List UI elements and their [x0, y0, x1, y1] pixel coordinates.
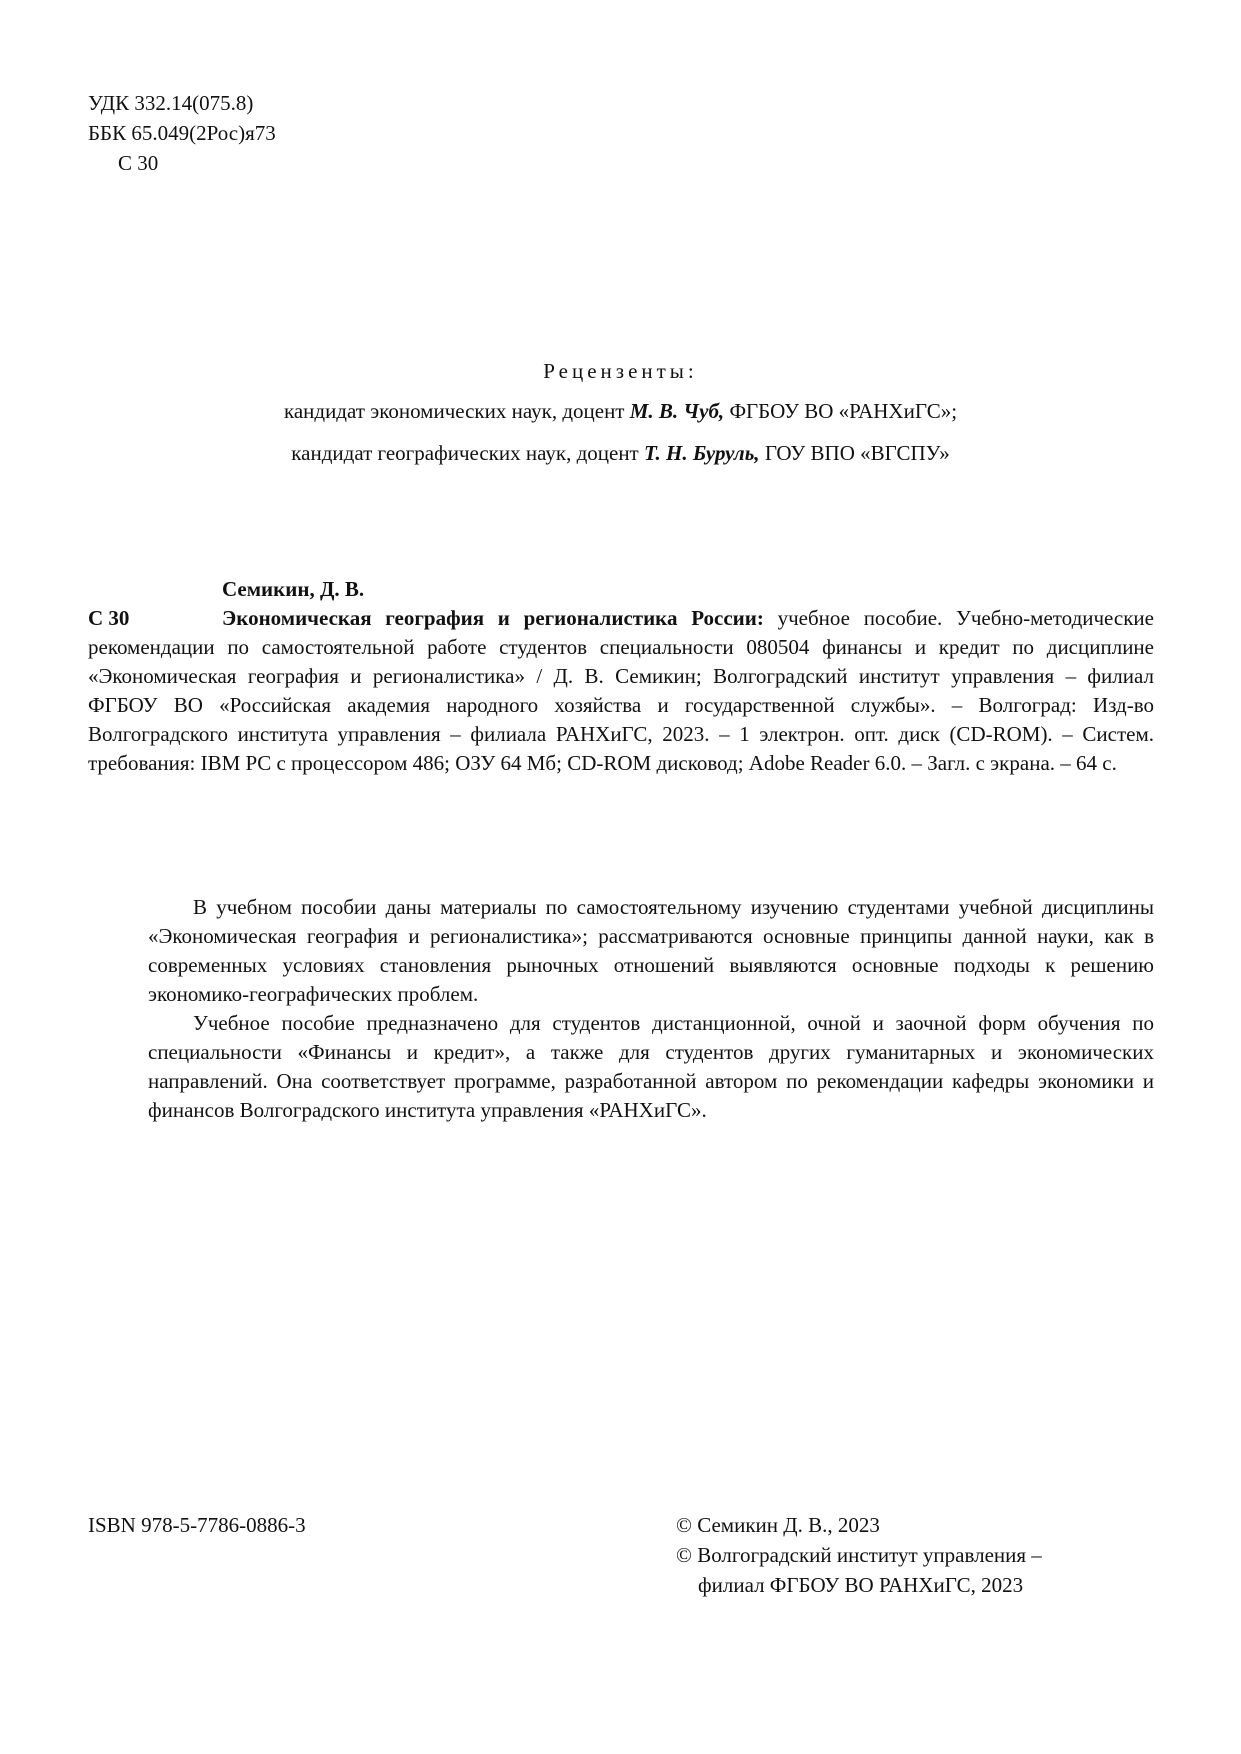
classification-codes [88, 88, 276, 178]
reviewer-affiliation: ГОУ ВПО «ВГСПУ» [759, 441, 950, 465]
copyright-block [676, 1510, 1042, 1600]
record-author: Семикин, Д. В. [222, 577, 365, 601]
isbn: ISBN 978-5-7786-0886-3 [88, 1513, 306, 1537]
reviewer-title: кандидат экономических наук, доцент [283, 399, 630, 423]
reviewer-line [0, 435, 1241, 471]
udk-code: УДК 332.14(075.8) [88, 91, 254, 115]
record-title: Экономическая география и регионалистика России: [222, 606, 764, 630]
record-text [88, 604, 1154, 778]
reviewers-heading: Рецензенты: [543, 359, 698, 383]
copyright-author: © Семикин Д. В., 2023 [676, 1513, 880, 1537]
annotation-paragraph: В учебном пособии даны материалы по самостоятельному изучению студентами учебной дисциплины «Экономическая география и регионалистика»; рассматриваются основные принципы данной науки, как в современных условиях становления рыночных отношений выявляются основные подходы к решению экономико-географических проблем. [148, 895, 1154, 1006]
reviewer-name: М. В. Чуб, [629, 399, 725, 423]
record-body [88, 604, 1154, 778]
record-code: С 30 [88, 606, 130, 630]
reviewer-line [0, 393, 1241, 429]
bibliographic-record [88, 575, 1154, 778]
reviewer-name: Т. Н. Буруль, [643, 441, 760, 465]
copyright-org-continued: филиал ФГБОУ ВО РАНХиГС, 2023 [698, 1573, 1024, 1597]
reviewer-affiliation: ФГБОУ ВО «РАНХиГС»; [724, 399, 958, 423]
author-mark: С 30 [118, 151, 159, 175]
annotation-paragraph: Учебное пособие предназначено для студентов дистанционной, очной и заочной форм обучения по специальности «Финансы и кредит», а также для студентов других гуманитарных и экономических направлений. Она соответствует программе, разработанной автором по рекомендации кафедры экономики и финансов Волгоградского института управления «РАНХиГС». [148, 1011, 1154, 1122]
annotation [148, 893, 1154, 1125]
reviewers-block [0, 353, 1241, 477]
copyright-org: © Волгоградский институт управления – [676, 1543, 1042, 1567]
reviewer-title: кандидат географических наук, доцент [291, 441, 644, 465]
record-description: учебное пособие. Учебно-методические рекомендации по самостоятельной работе студентов специальности 080504 финансы и кредит по дисциплине «Экономическая география и регионалистика» / Д. В. Семикин; Волгоградский институт управления – филиал ФГБОУ ВО «Российская академия народного хозяйства и государственной службы». – Волгоград: Изд-во Волгоградского института управления – филиала РАНХиГС, 2023. – 1 электрон. опт. диск (CD-ROM). – Систем. требования: IBM PC с процессором 486; ОЗУ 64 Мб; CD-ROM дисковод; Adobe Reader 6.0. – Загл. с экрана. – 64 с. [88, 606, 1154, 775]
bbk-code: ББК 65.049(2Рос)я73 [88, 121, 276, 145]
